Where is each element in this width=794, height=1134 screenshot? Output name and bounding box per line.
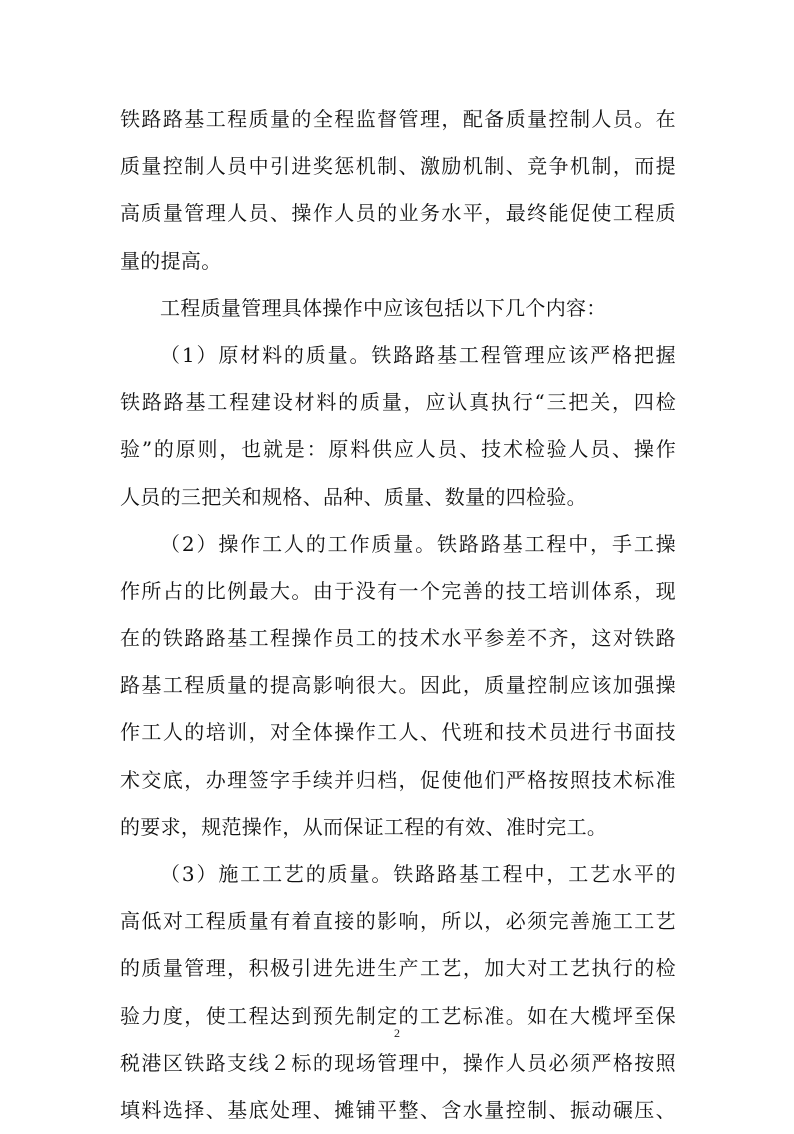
text-line: 工程质量管理具体操作中应该包括以下几个内容：: [160, 295, 607, 320]
text-line: 验”的原则，也就是：原料供应人员、技术检验人员、操作: [120, 437, 676, 462]
text-line: 铁路路基工程质量的全程监督管理，配备质量控制人员。在: [120, 107, 676, 131]
page-number: 2: [394, 1026, 400, 1040]
text-line: 的质量管理，积极引进先进生产工艺，加大对工艺执行的检: [120, 956, 676, 981]
text-line: 路基工程质量的提高影响很大。因此，质量控制应该加强操: [120, 673, 676, 698]
text-line: 人员的三把关和规格、品种、质量、数量的四检验。: [120, 484, 587, 509]
text-line: 在的铁路路基工程操作员工的技术水平参差不齐，这对铁路: [120, 626, 676, 651]
text-line: （2）操作工人的工作质量。铁路路基工程中，手工操: [160, 531, 676, 556]
text-line: 高低对工程质量有着直接的影响，所以，必须完善施工工艺: [120, 909, 676, 934]
text-line: 作工人的培训，对全体操作工人、代班和技术员进行书面技: [120, 720, 676, 745]
paragraph-item-2: [120, 521, 676, 851]
text-line: 量的提高。: [120, 248, 222, 273]
text-line: 高质量管理人员、操作人员的业务水平，最终能促使工程质: [120, 201, 676, 226]
text-line: 的要求，规范操作，从而保证工程的有效、准时完工。: [120, 814, 608, 839]
document-body: [120, 96, 676, 1134]
paragraph-intro: [120, 285, 676, 332]
text-line: （3）施工工艺的质量。铁路路基工程中，工艺水平的: [160, 862, 676, 886]
text-line: 术交底，办理签字手续并归档，促使他们严格按照技术标准: [120, 767, 676, 792]
text-line: 作所占的比例最大。由于没有一个完善的技工培训体系，现: [120, 578, 676, 603]
paragraph-continuation: [120, 96, 676, 285]
paragraph-item-3: [120, 851, 676, 1134]
text-line: 税港区铁路支线２标的现场管理中，操作人员必须严格按照: [120, 1050, 676, 1075]
text-line: 质量控制人员中引进奖惩机制、激励机制、竞争机制，而提: [120, 154, 676, 179]
text-line: （1）原材料的质量。铁路路基工程管理应该严格把握: [160, 342, 676, 367]
paragraph-item-1: [120, 332, 676, 521]
text-line: 铁路路基工程建设材料的质量，应认真执行“三把关，四检: [120, 390, 676, 415]
text-line: 填料选择、基底处理、摊铺平整、含水量控制、振动碾压、: [120, 1097, 676, 1122]
text-line: 验力度，使工程达到预先制定的工艺标准。如在大榄坪至保: [120, 1003, 676, 1028]
